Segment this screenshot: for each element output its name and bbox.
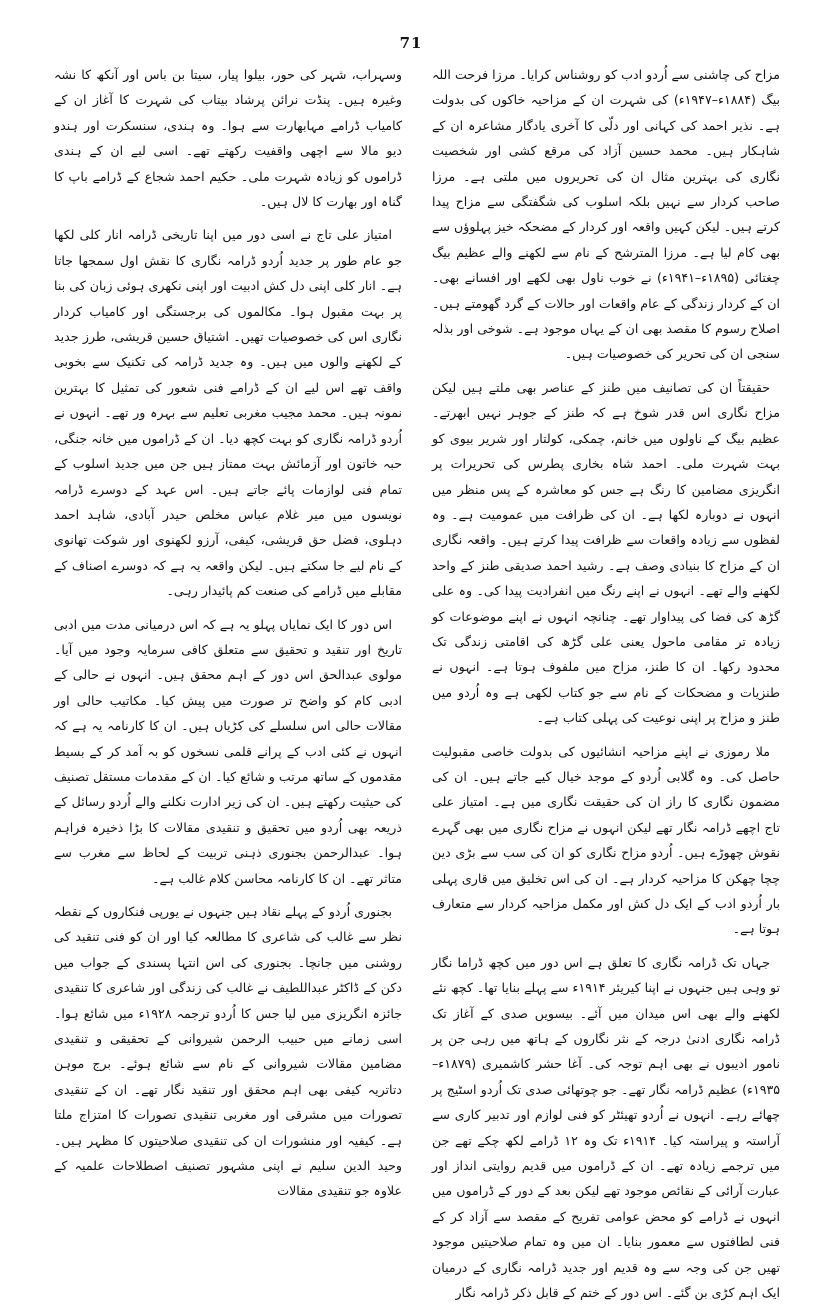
text-column-left [54,62,402,1199]
paragraph: مزاح کی چاشنی سے اُردو ادب کو روشناس کرایا۔ مرزا فرحت اللہ بیگ (۱۸۸۴ء–۱۹۴۷ء) کی شہرت ان کے مزاحیہ خاکوں کی بدولت ہے۔ نذیر احمد کی کہانی اور دلّی کا آخری یادگار مشاعرہ ان کے شاہکار ہیں۔ محمد حسین آزاد کی مرقع کشی اور شخصیت نگاری کی بہترین مثال ان کی تحریروں میں ملتی ہے۔ مرزا صاحب کردار سے نہیں بلکہ اسلوب کی شگفتگی سے مزاح پیدا کرتے ہیں۔ لیکن کہیں واقعہ اور کردار کے مضحکہ خیز پہلوؤں سے بھی کام لیا ہے۔ مرزا المترشح کے نام سے لکھنے والے عظیم بیگ چغتائی (۱۸۹۵ء–۱۹۴۱ء) نے خوب ناول بھی لکھے اور افسانے بھی۔ ان کے کردار زندگی کے عام واقعات اور حالات کے گرد گھومتے ہیں۔ اصلاح رسوم کا مقصد بھی ان کے یہاں موجود ہے۔ شوخی اور بذلہ سنجی ان کی تحریر کی خصوصیات ہیں۔ [432,67,780,362]
paragraph: اس دور کا ایک نمایاں پہلو یہ ہے کہ اس درمیانی مدت میں ادبی تاریخ اور تنقید و تحقیق سے متعلق کافی سرمایہ وجود میں آیا۔ مولوی عبدالحق اس دور کے اہم محقق ہیں۔ انہوں نے حالی کے ادبی کام کو واضح تر صورت میں پیش کیا۔ مکاتیب حالی اور مقالات حالی اس سلسلے کی کڑیاں ہیں۔ ان کا کارنامہ یہ ہے کہ انہوں نے کئی ادب کے پرانے قلمی نسخوں کو بہ آمد کر کے بسیط مقدموں کے ساتھ مرتب و شائع کیا۔ ان کے مقدمات مستقل تصنیف کی حیثیت رکھتے ہیں۔ ان کی زیر ادارت نکلنے والے اُردو رسائل کے ذریعہ بھی اُردو میں تحقیق و تنقیدی مقالات کا بڑا ذخیرہ فراہم ہوا۔ عبدالرحمن بجنوری ذہنی تربیت کے لحاظ سے مغرب سے متاثر تھے۔ ان کا کارنامہ محاسن کلام غالب ہے۔ [54,616,402,886]
paragraph: ملا رموزی نے اپنے مزاحیہ انشائیوں کی بدولت خاصی مقبولیت حاصل کی۔ وہ گلابی اُردو کے موجد خیال کیے جاتے ہیں۔ ان کی مضمون نگاری کا راز ان کی حقیقت نگاری میں ہے۔ امتیاز علی تاج اچھے ڈرامہ نگار تھے لیکن انہوں نے مزاح نگاری میں بھی گہرے نقوش چھوڑے ہیں۔ اُردو مزاح نگاری کو ان کی سب سے بڑی دین چچا چھکن کا مزاحیہ کردار ہے۔ ان کی اس تخلیق میں قاری پہلی بار اُردو ادب کے ایک دل کش اور مکمل مزاحیہ کردار سے متعارف ہوتا ہے۔ [432,743,780,937]
paragraph: بجنوری اُردو کے پہلے نقاد ہیں جنہوں نے یورپی فنکاروں کے نقطہ نظر سے غالب کی شاعری کا مطالعہ کیا اور ان کو فنی تنقید کی روشنی میں جانچا۔ بجنوری کی اس انتہا پسندی کے جواب میں دکن کے ڈاکٹر عبداللطیف نے غالب کی زندگی اور شاعری کا تنقیدی جائزہ انگریزی میں لیا جس کا اُردو ترجمہ ۱۹۲۸ء میں شائع ہوا۔ اسی زمانے میں حبیب الرحمن شیروانی کے تحقیقی و تنقیدی مضامین مقالات شیروانی کے نام سے شائع ہوئے۔ برج موہن دتاتریہ کیفی بھی اہم محقق اور تنقید نگار تھے۔ ان کے تنقیدی تصورات میں مشرقی اور مغربی تنقیدی تصورات کا امتزاج ملتا ہے۔ کیفیہ اور منشورات ان کی تنقیدی صلاحیتوں کا مظہر ہیں۔ وحید الدین سلیم نے اپنی مشہور تصنیف اصطلاحات علمیہ کے علاوہ جو تنقیدی مقالات [54,904,402,1199]
text-column-right [432,62,781,1301]
paragraph: حقیقتاً ان کی تصانیف میں طنز کے عناصر بھی ملتے ہیں لیکن مزاح نگاری اس قدر شوخ ہے کہ طنز کے جوہر نہیں ابھرتے۔ عظیم بیگ کے ناولوں میں خانم، چمکی، کولتار اور شریر بیوی کو بہت شہرت ملی۔ احمد شاہ بخاری پطرس کی تحریرات پر انگریزی مضامین کا رنگ ہے جس کو معاشرہ کے پس منظر میں انہوں نے دوبارہ لکھا ہے۔ ان کی ظرافت میں عمومیت ہے۔ وہ لفظوں سے زیادہ واقعات سے ظرافت پیدا کرتے ہیں۔ واقعہ نگاری ان کے مزاح کا بنیادی وصف ہے۔ رشید احمد صدیقی طنز کے واحد لکھنے والے تھے۔ انہوں نے اپنے رنگ میں انفرادیت پیدا کی۔ وہ علی گڑھ کی فضا کی پیداوار تھے۔ چنانچہ انہوں نے اپنے موضوعات کو زیادہ تر مقامی ماحول یعنی علی گڑھ کی اقامتی زندگی تک محدود رکھا۔ ان کا طنز، مزاح میں ملفوف ہوتا ہے۔ انہوں نے طنزیات و مضحکات کے نام سے جو کتاب لکھی ہے وہ اُردو میں طنز و مزاح پر اپنی نوعیت کی پہلی کتاب ہے۔ [432,379,780,726]
paragraph: جہاں تک ڈرامہ نگاری کا تعلق ہے اس دور میں کچھ ڈراما نگار تو وہی ہیں جنہوں نے اپنا کیریئر ۱۹۱۴ء سے پہلے بنایا تھا۔ کچھ نئے لکھنے والے بھی اس میدان میں آئے۔ بیسویں صدی کے آغاز تک ڈرامہ نگاری ادنیٰ درجہ کے نثر نگاروں کے ہاتھ میں رہی جن پر نامور ادیبوں نے بھی اہم توجہ کی۔ آغا حشر کاشمیری (۱۸۷۹ء–۱۹۳۵ء) عظیم ڈرامہ نگار تھے۔ جو چوتھائی صدی تک اُردو اسٹیج پر چھائے رہے۔ انہوں نے اُردو تھیئٹر کو فنی لوازم اور تدبیر کاری سے آراستہ و پیراستہ کیا۔ ۱۹۱۴ء تک وہ ۱۲ ڈرامے لکھ چکے تھے جن میں ترجمے زیادہ تھے۔ ان کے ڈراموں میں قدیم روایتی انداز اور عبارت آرائی کے نقائص موجود تھے لیکن بعد کے دور کے ڈراموں میں انہوں نے ڈرامے کو محض عوامی تفریح کے مقصد سے آزاد کر کے فنی لطافتوں سے معمور بنایا۔ ان میں وہ تمام صلاحیتیں موجود تھیں جن کی وجہ سے وہ قدیم اور جدید ڈرامہ نگاری کے درمیان ایک اہم کڑی بن گئے۔ اس دور کے ختم کے قابل ذکر ڈرامہ نگار [432,954,781,1301]
paragraph: وسہراب، شہر کی حور، بیلوا پیار، سیتا بن باس اور آنکھ کا نشہ وغیرہ ہیں۔ پنڈت نرائن پرشاد بیتاب کی شہرت کا آغاز ان کے کامیاب ڈرامے مہابھارت سے ہوا۔ وہ ہندی، سنسکرت اور ہندو دیو مالا سے اچھی واقفیت رکھتے تھے۔ اسی لیے ان کے ہندی ڈراموں کو زیادہ شہرت ملی۔ حکیم احمد شجاع کے ڈرامے باپ کا گناہ اور بھارت کا لال ہیں۔ [54,67,402,210]
page-number: 71 [399,34,423,52]
paragraph: امتیاز علی تاج نے اسی دور میں اپنا تاریخی ڈرامہ انار کلی لکھا جو عام طور پر جدید اُردو ڈرامہ نگاری کا نقش اول سمجھا جاتا ہے۔ انار کلی اپنی دل کش ادبیت اور اپنی نکھری ہوئی زبان کی بنا پر بہت مقبول ہوا۔ مکالموں کی برجستگی اور کامیاب کردار نگاری اس کی خصوصیات تھیں۔ اشتیاق حسین قریشی، طرز جدید کے لکھنے والوں میں ہیں۔ وہ جدید ڈرامہ کی تکنیک سے بخوبی واقف تھے اس لیے ان کے ڈرامے فنی شعور کی تمثیل کا بہترین نمونہ ہیں۔ محمد مجیب مغربی تعلیم سے بہرہ ور تھے۔ انہوں نے اُردو ڈرامہ نگاری کو بہت کچھ دیا۔ ان کے ڈراموں میں خانہ جنگی، حبہ خاتون اور آزمائش بہت ممتاز ہیں جن میں جدید اسلوب کے تمام فنی لوازمات پائے جاتے ہیں۔ اس عہد کے دوسرے ڈرامہ نویسوں میں میر غلام عباس مخلص حیدر آبادی، شاہد احمد دہلوی، فضل حق قریشی، کیفی، آرزو لکھنوی اور شوکت تھانوی کے نام لیے جا سکتے ہیں۔ لیکن واقعہ یہ ہے کہ دوسرے اصناف کے مقابلے میں ڈرامے کی صنعت کم پائیدار رہی۔ [54,227,402,599]
